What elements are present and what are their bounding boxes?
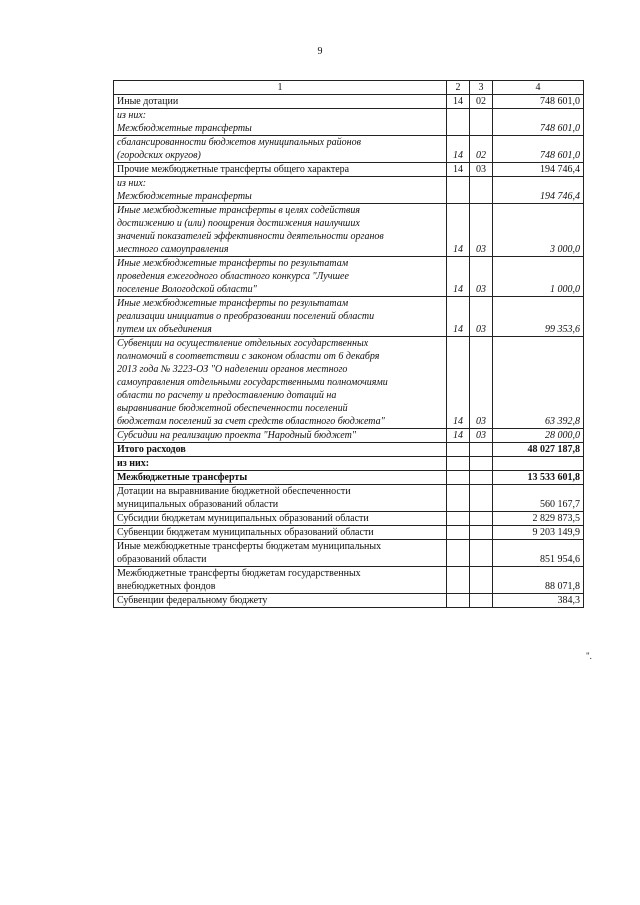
row-subsection-code: 02 <box>470 95 493 109</box>
row-amount: 851 954,6 <box>493 540 584 567</box>
row-amount: 560 167,7 <box>493 485 584 512</box>
row-name: Субсидии на реализацию проекта "Народный бюджет" <box>114 429 447 443</box>
row-amount: 194 746,4 <box>493 177 584 204</box>
row-name: Межбюджетные трансферты бюджетам государственных внебюджетных фондов <box>114 567 447 594</box>
row-subsection-code: 03 <box>470 429 493 443</box>
row-name: Субсидии бюджетам муниципальных образований области <box>114 512 447 526</box>
row-subsection-code <box>470 471 493 485</box>
row-subsection-code <box>470 177 493 204</box>
row-name: Иные межбюджетные трансферты бюджетам муниципальных образований области <box>114 540 447 567</box>
row-section-code: 14 <box>447 163 470 177</box>
row-subsection-code <box>470 540 493 567</box>
row-name: из них: <box>114 457 447 471</box>
table-row <box>114 177 584 204</box>
row-amount: 748 601,0 <box>493 109 584 136</box>
row-section-code <box>447 526 470 540</box>
row-section-code <box>447 457 470 471</box>
row-name: Иные межбюджетные трансферты по результатам реализации инициатив о преобразовании поселений области путем их объединения <box>114 297 447 337</box>
row-amount: 384,3 <box>493 594 584 608</box>
header-col-subsection: 3 <box>470 81 493 95</box>
table-row <box>114 109 584 136</box>
table-row <box>114 594 584 608</box>
row-name: Прочие межбюджетные трансферты общего характера <box>114 163 447 177</box>
row-amount: 2 829 873,5 <box>493 512 584 526</box>
row-subsection-code <box>470 594 493 608</box>
row-section-code: 14 <box>447 337 470 429</box>
table-row <box>114 512 584 526</box>
row-amount: 1 000,0 <box>493 257 584 297</box>
row-subsection-code: 03 <box>470 297 493 337</box>
row-subsection-code <box>470 443 493 457</box>
table-row <box>114 297 584 337</box>
row-amount: 88 071,8 <box>493 567 584 594</box>
row-section-code <box>447 443 470 457</box>
row-amount: 9 203 149,9 <box>493 526 584 540</box>
row-name: Субвенции бюджетам муниципальных образований области <box>114 526 447 540</box>
row-section-code <box>447 471 470 485</box>
header-row <box>114 81 584 95</box>
row-section-code: 14 <box>447 136 470 163</box>
row-section-code <box>447 540 470 567</box>
row-subsection-code: 03 <box>470 163 493 177</box>
row-amount: 48 027 187,8 <box>493 443 584 457</box>
header-col-amount: 4 <box>493 81 584 95</box>
table-row <box>114 337 584 429</box>
row-section-code <box>447 177 470 204</box>
row-subsection-code <box>470 485 493 512</box>
row-section-code: 14 <box>447 204 470 257</box>
table-row <box>114 567 584 594</box>
row-section-code: 14 <box>447 95 470 109</box>
budget-table <box>113 80 584 608</box>
row-amount: 3 000,0 <box>493 204 584 257</box>
row-section-code: 14 <box>447 257 470 297</box>
row-section-code <box>447 512 470 526</box>
row-amount: 28 000,0 <box>493 429 584 443</box>
row-name: Субвенции на осуществление отдельных государственных полномочий в соответствии с законом области от 6 декабря 2013 года № 3223-ОЗ "О наделении органов местного самоуправления отдельными государственными полномочиями области по расчету и предоставлению дотаций на выравнивание бюджетной обеспеченности поселений бюджетам поселений за счет средств областного бюджета" <box>114 337 447 429</box>
header-col-name: 1 <box>114 81 447 95</box>
row-subsection-code <box>470 457 493 471</box>
row-amount: 13 533 601,8 <box>493 471 584 485</box>
page-number: 9 <box>317 46 323 57</box>
table-row <box>114 457 584 471</box>
row-section-code <box>447 567 470 594</box>
row-section-code <box>447 109 470 136</box>
row-subsection-code: 03 <box>470 337 493 429</box>
row-section-code <box>447 594 470 608</box>
table-row <box>114 204 584 257</box>
row-amount: 63 392,8 <box>493 337 584 429</box>
row-amount: 748 601,0 <box>493 136 584 163</box>
row-name: Межбюджетные трансферты <box>114 471 447 485</box>
table-row <box>114 443 584 457</box>
row-subsection-code: 02 <box>470 136 493 163</box>
row-name: Иные межбюджетные трансферты в целях содействия достижению и (или) поощрения достижения наилучших значений показателей эффективности деятельности органов местного самоуправления <box>114 204 447 257</box>
table-body <box>114 95 584 608</box>
row-name: Иные межбюджетные трансферты по результатам проведения ежегодного областного конкурса "Лучшее поселение Вологодской области" <box>114 257 447 297</box>
row-subsection-code <box>470 526 493 540</box>
row-name: Субвенции федеральному бюджету <box>114 594 447 608</box>
header-col-section: 2 <box>447 81 470 95</box>
table-row <box>114 163 584 177</box>
row-amount: 194 746,4 <box>493 163 584 177</box>
row-subsection-code <box>470 109 493 136</box>
row-name: Дотации на выравнивание бюджетной обеспеченности муниципальных образований области <box>114 485 447 512</box>
row-subsection-code: 03 <box>470 204 493 257</box>
table-row <box>114 136 584 163</box>
table-row <box>114 257 584 297</box>
table-row <box>114 95 584 109</box>
table-row <box>114 471 584 485</box>
table-row <box>114 526 584 540</box>
row-subsection-code <box>470 512 493 526</box>
table-row <box>114 485 584 512</box>
row-amount: 99 353,6 <box>493 297 584 337</box>
row-section-code: 14 <box>447 297 470 337</box>
row-section-code: 14 <box>447 429 470 443</box>
row-name: из них: Межбюджетные трансферты <box>114 109 447 136</box>
row-name: из них: Межбюджетные трансферты <box>114 177 447 204</box>
table-row <box>114 429 584 443</box>
row-subsection-code: 03 <box>470 257 493 297</box>
row-section-code <box>447 485 470 512</box>
table-row <box>114 540 584 567</box>
row-name: Итого расходов <box>114 443 447 457</box>
row-subsection-code <box>470 567 493 594</box>
row-amount <box>493 457 584 471</box>
row-amount: 748 601,0 <box>493 95 584 109</box>
closing-quote: ". <box>586 651 592 661</box>
row-name: Иные дотации <box>114 95 447 109</box>
row-name: сбалансированности бюджетов муниципальных районов (городских округов) <box>114 136 447 163</box>
